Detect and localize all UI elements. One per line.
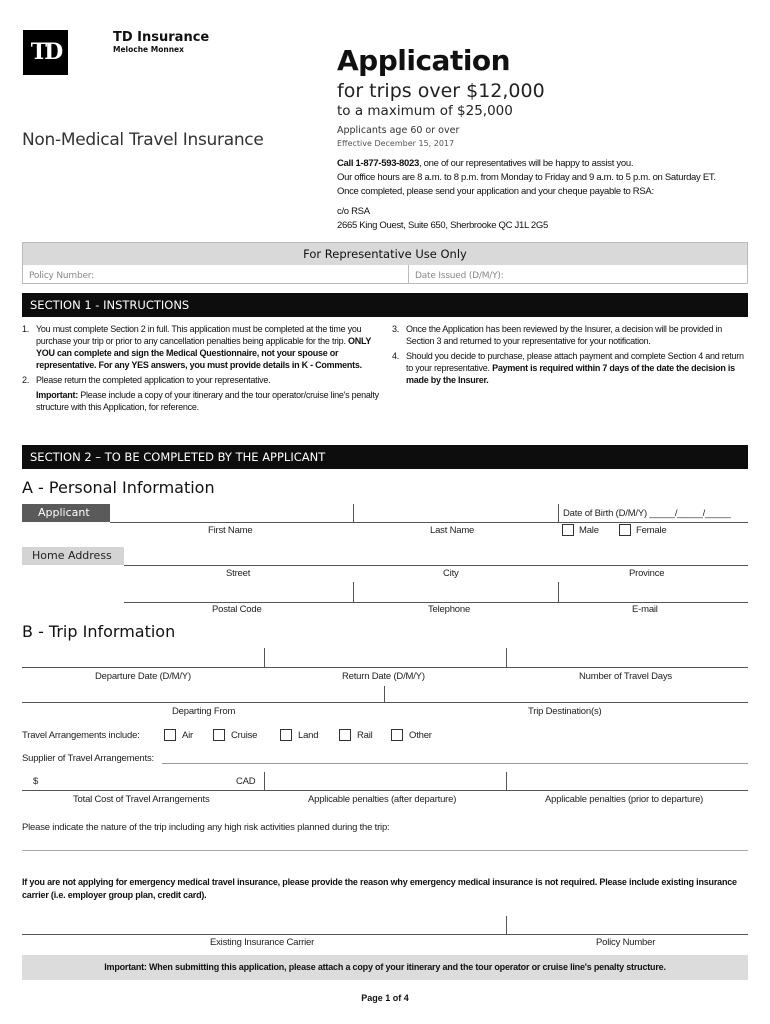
- rep-box: [22, 242, 748, 284]
- dollar-sign: $: [33, 776, 39, 787]
- dob-label[interactable]: Date of Birth (D/M/Y) _____/_____/_____: [563, 508, 731, 519]
- female-checkbox[interactable]: [619, 524, 631, 536]
- send-note: Once completed, please send your application and your cheque payable to RSA:: [337, 186, 654, 197]
- postal-underline: [124, 602, 748, 603]
- product-title: Non-Medical Travel Insurance: [22, 130, 264, 150]
- air-label: Air: [182, 730, 194, 741]
- applicant-divider-1: [353, 504, 354, 522]
- doc-subtitle: for trips over $12,000: [337, 80, 545, 102]
- province-label: Province: [629, 568, 665, 579]
- email-label: E-mail: [632, 604, 658, 615]
- penalties-prior-label: Applicable penalties (prior to departure): [545, 794, 704, 805]
- penalties-after-label: Applicable penalties (after departure): [308, 794, 457, 805]
- date-issued-label: Date Issued (D/M/Y):: [415, 271, 504, 281]
- instruction-2-num: 2.: [22, 375, 30, 385]
- route-divider: [384, 686, 385, 702]
- applicant-divider-2: [558, 504, 559, 522]
- instruction-2: [22, 374, 382, 386]
- departure-date-label: Departure Date (D/M/Y): [95, 671, 191, 682]
- supplier-field[interactable]: [162, 763, 748, 764]
- important-label: Important:: [36, 390, 78, 400]
- supplier-label: Supplier of Travel Arrangements:: [22, 753, 154, 764]
- doc-subtitle-2: to a maximum of $25,000: [337, 103, 513, 119]
- postal-label: Postal Code: [212, 604, 262, 615]
- cost-divider-2: [506, 772, 507, 790]
- rep-box-title: For Representative Use Only: [23, 243, 747, 265]
- num-days-label: Number of Travel Days: [579, 671, 672, 682]
- trip-divider-1: [264, 648, 265, 667]
- dates-underline: [22, 667, 748, 668]
- emergency-note: If you are not applying for emergency medical travel insurance, please provide the reason why emergency medical insurance is not required. Please include existing insurance carrier (i.e. employer group plan, credit card).: [22, 877, 737, 900]
- td-logo: [23, 30, 68, 75]
- trip-nature-field[interactable]: [22, 850, 748, 851]
- male-checkbox[interactable]: [562, 524, 574, 536]
- date-issued-field[interactable]: [409, 265, 747, 283]
- instruction-3-num: 3.: [392, 324, 400, 334]
- section-2-bar: SECTION 2 – TO BE COMPLETED BY THE APPLICANT: [22, 445, 748, 469]
- section-1-bar: SECTION 1 - INSTRUCTIONS: [22, 293, 748, 317]
- effective-date: Effective December 15, 2017: [337, 139, 455, 148]
- trip-heading: B - Trip Information: [22, 622, 176, 641]
- policy-number-label: Policy Number:: [29, 271, 94, 281]
- important-text: Please include a copy of your itinerary and the tour operator/cruise line's penalty structure with this Application, for reference.: [36, 390, 379, 412]
- rail-label: Rail: [357, 730, 373, 741]
- rail-checkbox[interactable]: [339, 729, 351, 741]
- arrangements-label: Travel Arrangements include:: [22, 730, 140, 741]
- other-label: Other: [409, 730, 432, 741]
- female-label: Female: [636, 525, 667, 536]
- air-checkbox[interactable]: [164, 729, 176, 741]
- instruction-2-text: Please return the completed application to your representative.: [36, 375, 271, 385]
- brand-name: TD Insurance: [113, 30, 210, 45]
- applicant-tag: Applicant: [22, 504, 110, 522]
- doc-title: Application: [337, 44, 511, 77]
- call-rest: , one of our representatives will be happy to assist you.: [418, 158, 634, 169]
- instructions-left: [22, 323, 382, 416]
- logo-text: TD: [30, 39, 61, 65]
- applicant-underline: [110, 522, 748, 523]
- call-line: [337, 158, 633, 169]
- instruction-1-num: 1.: [22, 324, 30, 334]
- cruise-checkbox[interactable]: [213, 729, 225, 741]
- address-line-1: c/o RSA: [337, 206, 370, 217]
- instruction-4-bold: Payment is required within 7 days of the date the decision is made by the Insurer.: [406, 363, 735, 385]
- instruction-1: [22, 323, 382, 371]
- office-hours: Our office hours are 8 a.m. to 8 p.m. from Monday to Friday and 9 a.m. to 5 p.m. on Saturday ET.: [337, 172, 716, 183]
- brand-sub: Meloche Monnex: [113, 45, 184, 54]
- cost-divider-1: [264, 772, 265, 790]
- instruction-3-text: Once the Application has been reviewed by the Insurer, a decision will be provided in Section 3 and returned to your representative for your notification.: [406, 324, 722, 346]
- carrier-underline: [22, 934, 748, 935]
- trip-nature-label: Please indicate the nature of the trip including any high risk activities planned during the trip:: [22, 822, 390, 833]
- address-divider-1: [353, 582, 354, 602]
- instruction-4-text: Should you decide to purchase, please attach payment and complete Section 4 and return to your representative.: [406, 351, 744, 373]
- carrier-policy-number-label: Policy Number: [596, 937, 656, 948]
- age-note: Applicants age 60 or over: [337, 125, 460, 136]
- instruction-4: [392, 350, 748, 386]
- cruise-label: Cruise: [231, 730, 258, 741]
- destination-label: Trip Destination(s): [528, 706, 602, 717]
- instructions-right: [392, 323, 748, 389]
- important-footer: Important: When submitting this application, please attach a copy of your itinerary and the tour operator or cruise line's penalty structure.: [22, 955, 748, 980]
- trip-divider-2: [506, 648, 507, 667]
- call-number: Call 1-877-593-8023: [337, 158, 419, 169]
- other-checkbox[interactable]: [391, 729, 403, 741]
- street-label: Street: [226, 568, 251, 579]
- total-cost-label: Total Cost of Travel Arrangements: [73, 794, 210, 805]
- existing-carrier-label: Existing Insurance Carrier: [210, 937, 315, 948]
- land-label: Land: [298, 730, 319, 741]
- city-label: City: [443, 568, 459, 579]
- cost-underline: [22, 790, 748, 791]
- address-line-2: 2665 King Ouest, Suite 650, Sherbrooke QC J1L 2G5: [337, 220, 548, 231]
- instruction-important: [22, 389, 382, 413]
- land-checkbox[interactable]: [280, 729, 292, 741]
- telephone-label: Telephone: [428, 604, 471, 615]
- street-underline: [124, 565, 748, 566]
- personal-heading: A - Personal Information: [22, 478, 215, 497]
- page-number: Page 1 of 4: [361, 993, 409, 1003]
- policy-number-field[interactable]: [23, 265, 409, 283]
- route-underline: [22, 702, 748, 703]
- instruction-4-num: 4.: [392, 351, 400, 361]
- return-date-label: Return Date (D/M/Y): [342, 671, 425, 682]
- last-name-label: Last Name: [430, 525, 475, 536]
- address-divider-2: [558, 582, 559, 602]
- instruction-3: [392, 323, 748, 347]
- instruction-1-bold: ONLY YOU can complete and sign the Medical Questionnaire, not your spouse or representative. For any YES answers, you must provide details in K - Comments.: [36, 336, 371, 370]
- cad-label: CAD: [236, 776, 256, 787]
- carrier-divider: [506, 916, 507, 934]
- departing-from-label: Departing From: [172, 706, 236, 717]
- male-label: Male: [579, 525, 599, 536]
- instruction-1-text: You must complete Section 2 in full. This application must be completed at the time you purchase your trip or prior to any cancellation penalties being applicable for the trip.: [36, 324, 362, 346]
- home-address-tag: Home Address: [22, 547, 124, 565]
- first-name-label: First Name: [208, 525, 253, 536]
